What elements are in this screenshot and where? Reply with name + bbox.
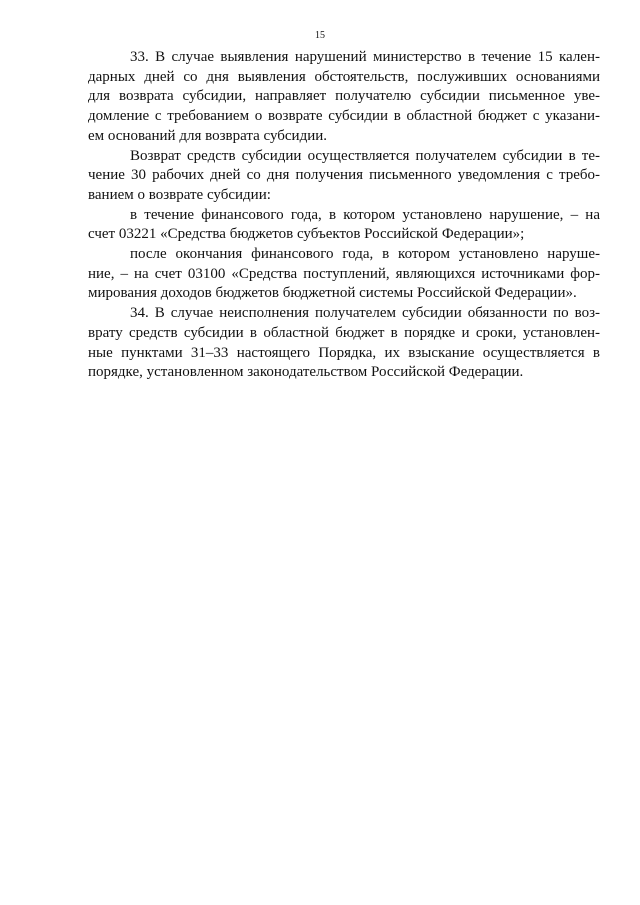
text-line: мирования доходов бюджетов бюджетной системы Российской Федерации». — [88, 285, 577, 302]
page-number: 15 — [315, 30, 325, 41]
text-line: врату средств субсидии в областной бюджет в порядке и сроки, установлен- — [88, 324, 600, 341]
text-line: в течение финансового года, в котором установлено нарушение, – на — [130, 206, 600, 223]
paragraph-33 — [88, 48, 600, 147]
text-line: ные пунктами 31–33 настоящего Порядка, их взыскание осуществляется в — [88, 344, 600, 361]
text-line: ванием о возврате субсидии: — [88, 186, 271, 203]
text-line: чение 30 рабочих дней со дня получения письменного уведомления с требо- — [88, 167, 600, 184]
text-line: после окончания финансового года, в котором установлено наруше- — [130, 246, 600, 263]
paragraph-during-financial-year — [88, 206, 600, 245]
text-line: ем оснований для возврата субсидии. — [88, 127, 328, 144]
text-line: порядке, установленном законодательством Российской Федерации. — [88, 364, 524, 381]
text-line: Возврат средств субсидии осуществляется получателем субсидии в те- — [130, 147, 600, 164]
text-line: счет 03221 «Средства бюджетов субъектов Российской Федерации»; — [88, 226, 525, 243]
text-line: ние, – на счет 03100 «Средства поступлений, являющихся источниками фор- — [88, 265, 600, 282]
paragraph-return-of-funds — [88, 147, 600, 206]
paragraph-after-financial-year — [88, 245, 600, 304]
text-line: 34. В случае неисполнения получателем субсидии обязанности по воз- — [130, 305, 600, 322]
text-line: домление с требованием о возврате субсидии в областной бюджет с указани- — [88, 108, 600, 125]
document-body — [88, 48, 600, 383]
text-line: дарных дней со дня выявления обстоятельств, послуживших основаниями — [88, 68, 600, 85]
paragraph-34 — [88, 304, 600, 383]
text-line: для возврата субсидии, направляет получателю субсидии письменное уве- — [88, 88, 600, 105]
text-line: 33. В случае выявления нарушений министерство в течение 15 кален- — [130, 49, 600, 65]
